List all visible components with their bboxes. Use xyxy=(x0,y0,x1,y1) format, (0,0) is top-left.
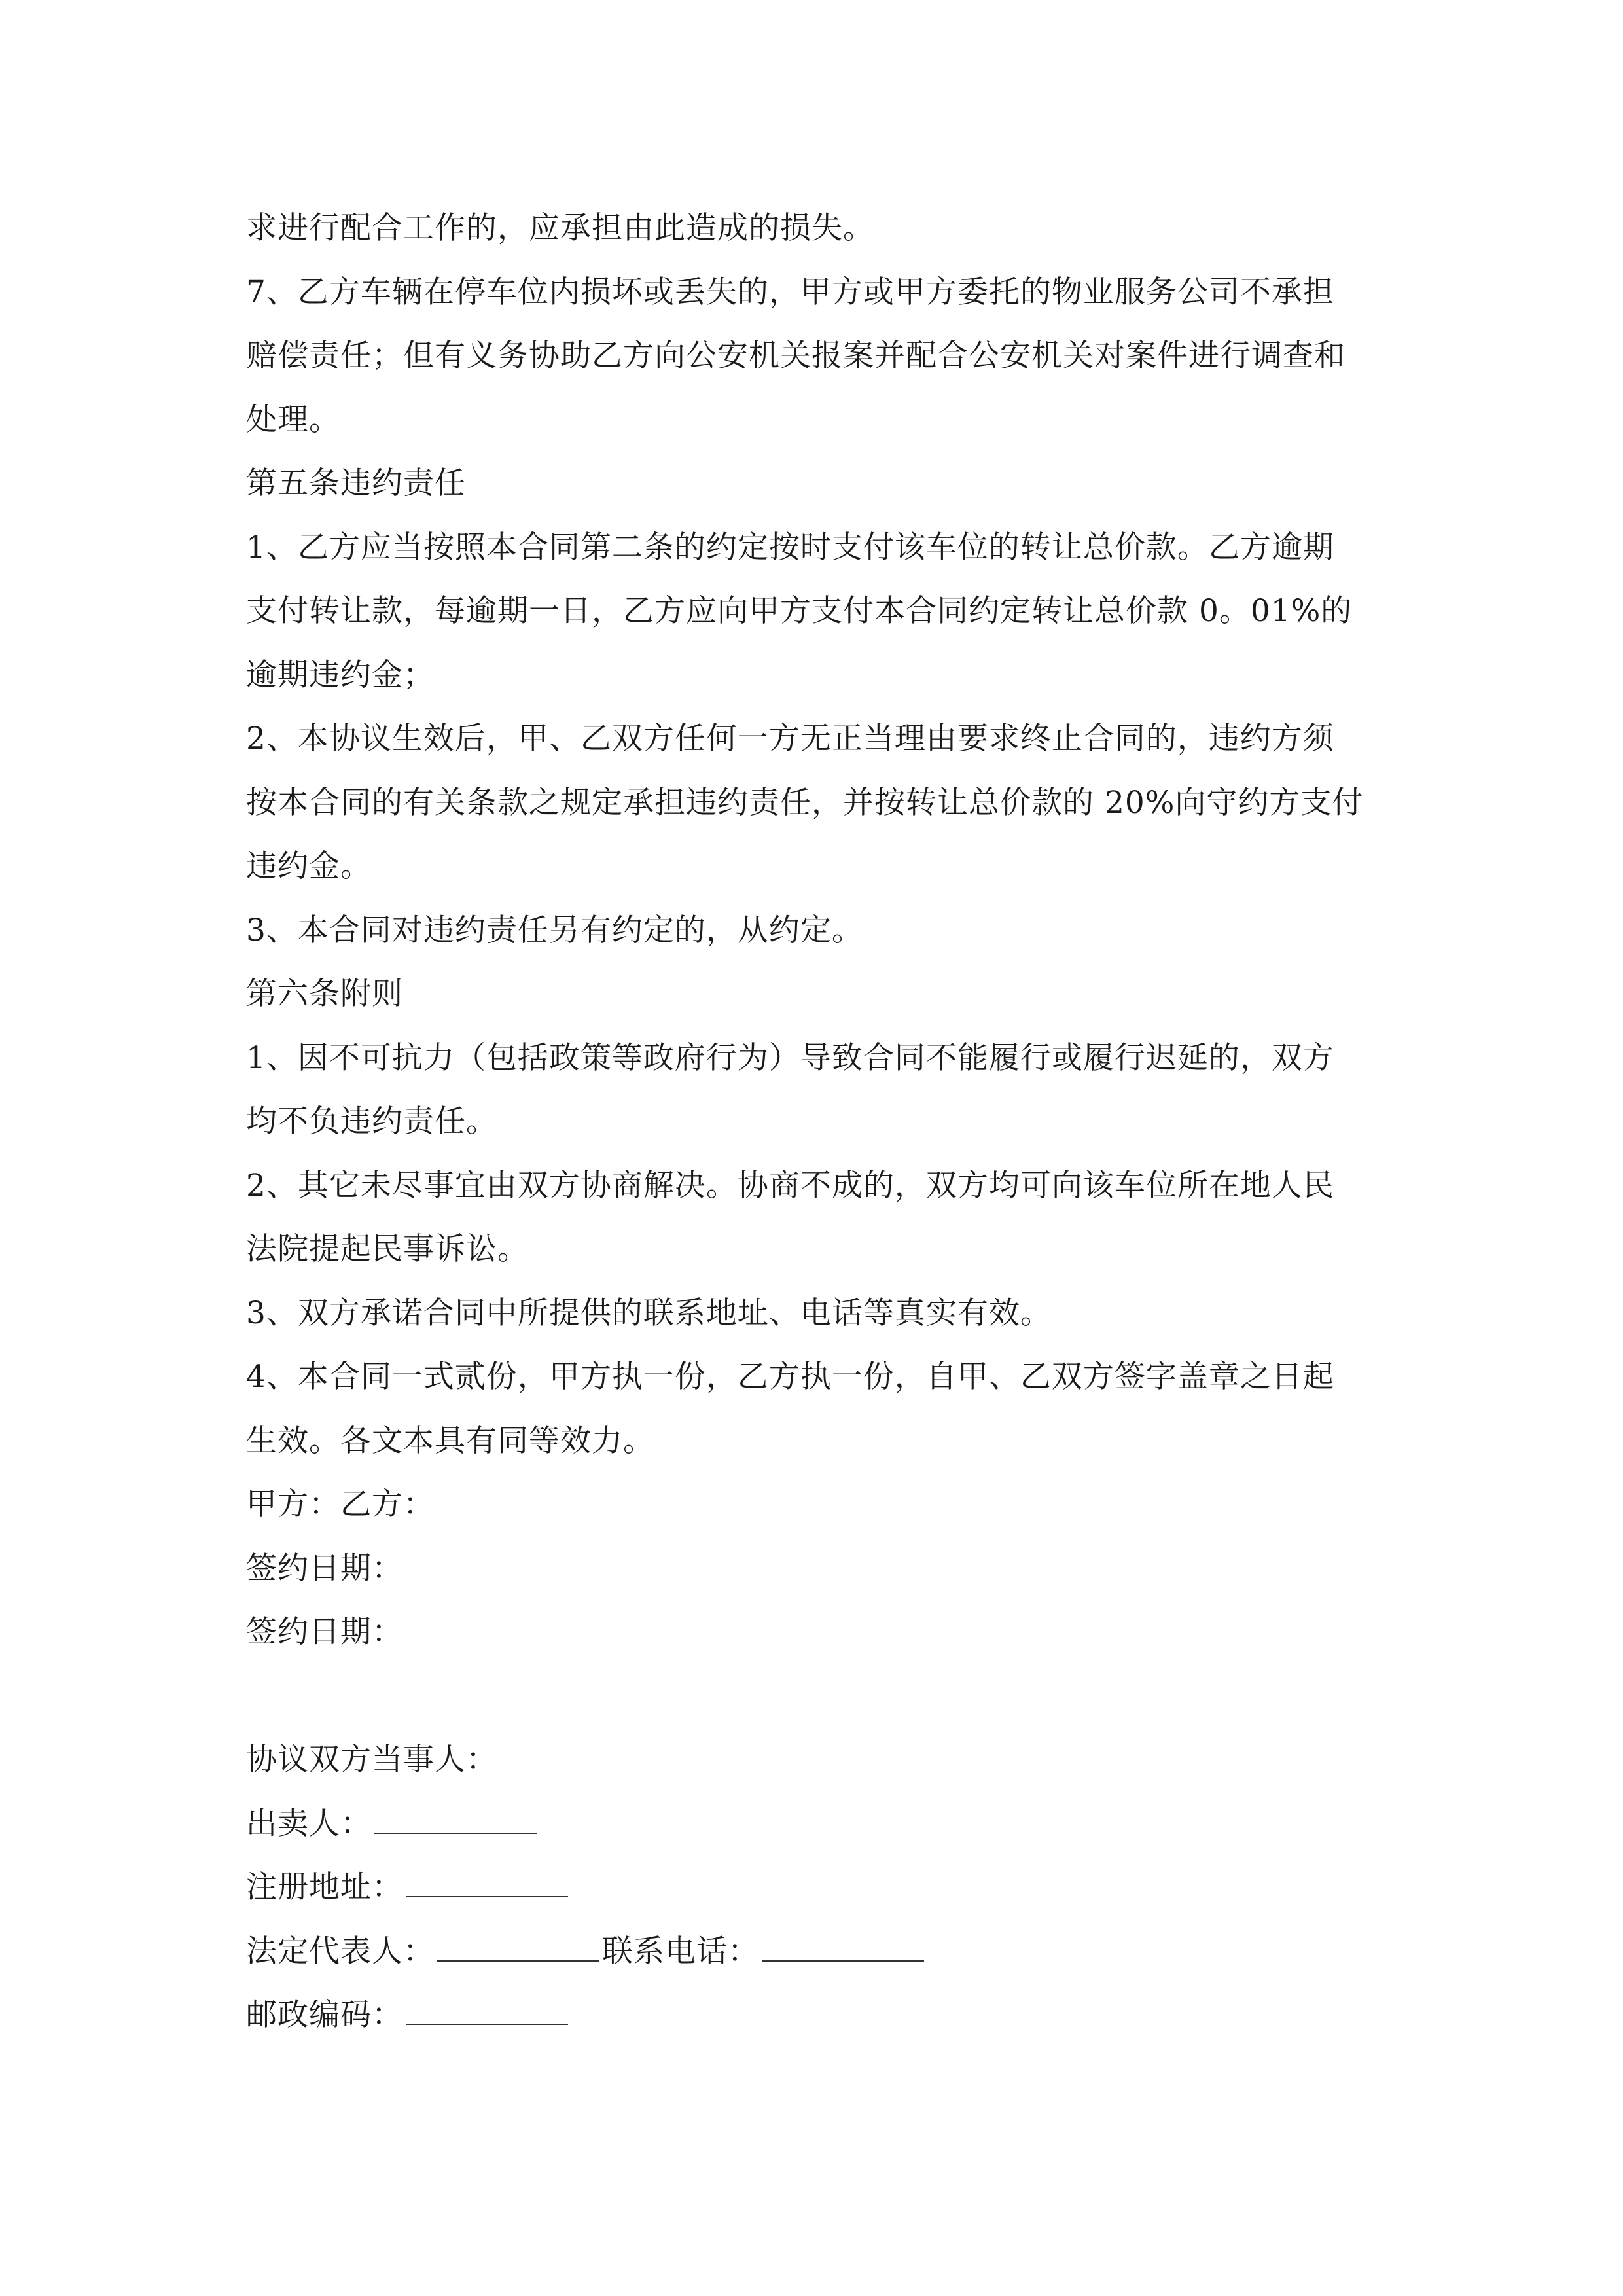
phone-label: 联系电话： xyxy=(602,1933,759,1969)
text-line: 3、本合同对违约责任另有约定的，从约定。 xyxy=(246,912,863,948)
text-line: 赔偿责任；但有义务协助乙方向公安机关报案并配合公安机关对案件进行调查和 xyxy=(246,338,1346,374)
text-line: 3、双方承诺合同中所提供的联系地址、电话等真实有效。 xyxy=(246,1295,1052,1331)
postcode-field xyxy=(246,1983,1385,2047)
parties-heading: 协议双方当事人： xyxy=(246,1742,497,1778)
text-line: 4、本合同一式贰份，甲方执一份，乙方执一份，自甲、乙双方签字盖章之日起 xyxy=(246,1359,1334,1395)
text-line: 1、乙方应当按照本合同第二条的约定按时支付该车位的转让总价款。乙方逾期 xyxy=(246,529,1334,565)
address-field xyxy=(246,1856,1385,1920)
postcode-label: 邮政编码： xyxy=(246,1997,403,2033)
text-line: 1、因不可抗力（包括政策等政府行为）导致合同不能履行或履行迟延的，双方 xyxy=(246,1039,1334,1076)
spacer xyxy=(246,1664,1385,1729)
seller-label: 出卖人： xyxy=(246,1805,372,1842)
seller-field xyxy=(246,1792,1385,1856)
text-line: 按本合同的有关条款之规定承担违约责任，并按转让总价款的 20%向守约方支付 xyxy=(246,784,1364,821)
text-line: 7、乙方车辆在停车位内损坏或丢失的，甲方或甲方委托的物业服务公司不承担 xyxy=(246,274,1334,310)
text-line: 逾期违约金； xyxy=(246,656,435,693)
address-label: 注册地址： xyxy=(246,1869,403,1905)
text-line: 均不负违约责任。 xyxy=(246,1103,497,1139)
signature-parties-line: 甲方：乙方： xyxy=(246,1486,435,1522)
text-line: 处理。 xyxy=(246,401,340,438)
text-line: 生效。各文本具有同等效力。 xyxy=(246,1422,654,1459)
legal-rep-phone-field xyxy=(246,1920,1385,1984)
document-body xyxy=(246,196,1385,2047)
section-heading: 第五条违约责任 xyxy=(246,465,466,501)
text-line: 法院提起民事诉讼。 xyxy=(246,1231,529,1267)
text-line: 2、其它未尽事宜由双方协商解决。协商不成的，双方均可向该车位所在地人民 xyxy=(246,1167,1334,1204)
seller-blank[interactable] xyxy=(374,1813,537,1834)
signing-date-line: 签约日期： xyxy=(246,1550,403,1587)
legal-rep-label: 法定代表人： xyxy=(246,1933,435,1969)
text-line: 支付转让款，每逾期一日，乙方应向甲方支付本合同约定转让总价款 0。01%的 xyxy=(246,593,1353,629)
text-line: 违约金。 xyxy=(246,848,372,884)
phone-blank[interactable] xyxy=(762,1941,924,1962)
section-heading: 第六条附则 xyxy=(246,976,403,1012)
text-line: 求进行配合工作的，应承担由此造成的损失。 xyxy=(246,210,874,246)
signing-date-line: 签约日期： xyxy=(246,1614,403,1650)
legal-rep-blank[interactable] xyxy=(437,1941,599,1962)
text-line: 2、本协议生效后，甲、乙双方任何一方无正当理由要求终止合同的，违约方须 xyxy=(246,721,1334,757)
postcode-blank[interactable] xyxy=(406,2004,568,2025)
address-blank[interactable] xyxy=(406,1876,568,1897)
